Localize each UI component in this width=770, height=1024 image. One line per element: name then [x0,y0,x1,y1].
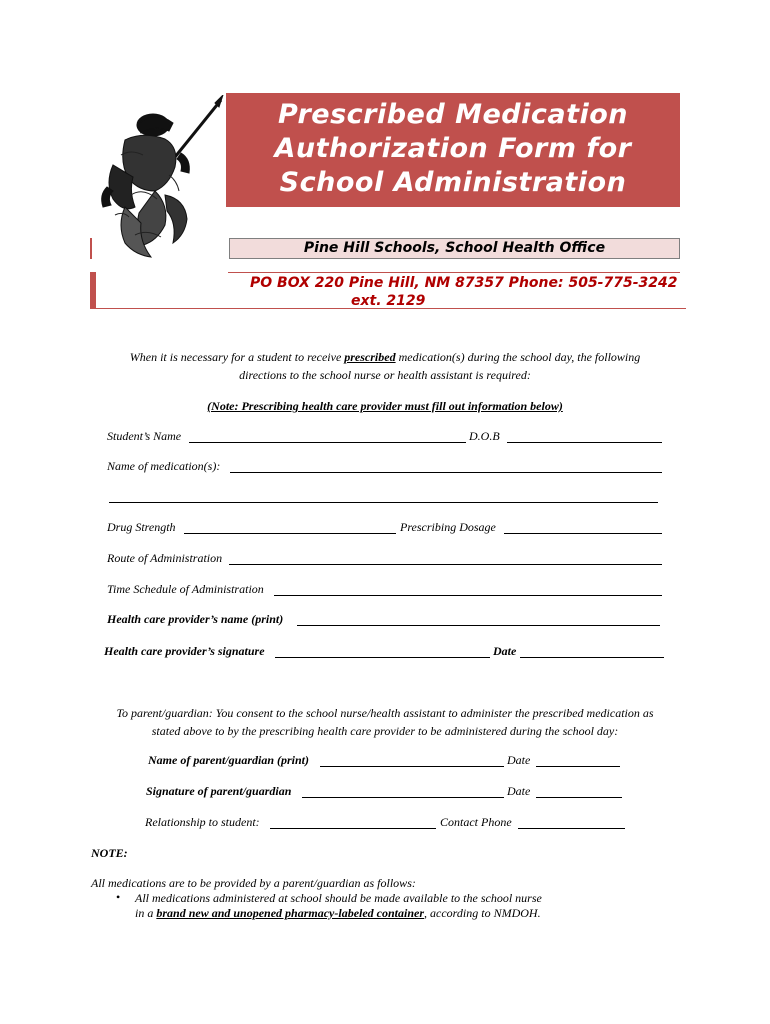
route-field[interactable] [229,564,662,565]
time-schedule-field[interactable] [274,595,662,596]
provider-signature-field[interactable] [275,657,490,658]
note-heading: NOTE: [91,846,128,860]
title-line-2: Authorization Form for [274,133,632,164]
address-line-1: PO BOX 220 Pine Hill, NM 87357 Phone: 505-775-3242 [250,275,678,291]
intro-text [0,348,770,384]
relationship-label: Relationship to student: [145,815,260,829]
provider-name-field[interactable] [297,625,660,626]
bullet-symbol: • [116,890,121,904]
intro-line-2: directions to the school nurse or health assistant is required: [239,368,531,382]
address-accent-bar [90,272,96,308]
address-block [250,274,680,310]
contact-phone-label: Contact Phone [440,815,512,829]
address-top-rule [228,272,680,273]
time-schedule-label: Time Schedule of Administration [107,582,264,596]
drug-strength-field[interactable] [184,533,396,534]
guardian-signature-date-field[interactable] [536,797,622,798]
student-name-label: Student’s Name [107,429,182,443]
provider-note: (Note: Prescribing health care provider must fill out information below) [207,399,563,413]
guardian-name-date-label: Date [507,753,531,767]
student-name-field[interactable] [189,442,466,443]
school-logo [95,95,225,265]
medication-names-field-2[interactable] [109,502,658,503]
consent-line-1: To parent/guardian: You consent to the school nurse/health assistant to administer the prescribed medication as [116,706,654,720]
consent-line-2: stated above to by the prescribing health care provider to be administered during the school day: [151,724,619,738]
consent-text [0,704,770,740]
title-line-1: Prescribed Medication [277,99,629,130]
provider-name-label: Health care provider’s name (print) [107,612,284,626]
note-bullet-emphasis: brand new and unopened pharmacy-labeled container [156,906,425,920]
note-bullet-suffix: , according to NMDOH. [424,906,541,920]
guardian-name-field[interactable] [320,766,504,767]
prescribing-dosage-label: Prescribing Dosage [400,520,496,534]
guardian-signature-field[interactable] [302,797,504,798]
medication-names-field[interactable] [230,472,662,473]
provider-signature-label: Health care provider’s signature [104,644,265,658]
intro-part-2: medication(s) during the school day, the following [395,350,641,364]
note-bullet-prefix: in a [135,906,157,920]
title-line-3: School Administration [279,167,627,198]
office-name: Pine Hill Schools, School Health Office [303,240,606,256]
intro-emphasis: prescribed [344,350,396,364]
address-line-2: ext. 2129 [351,293,426,309]
note-bullet-line-2 [135,906,541,921]
prescribing-dosage-field[interactable] [504,533,662,534]
guardian-signature-label: Signature of parent/guardian [146,784,292,798]
route-label: Route of Administration [107,551,223,565]
left-accent-bar [90,238,92,259]
dob-field[interactable] [507,442,662,443]
dob-label: D.O.B [469,429,500,443]
relationship-field[interactable] [270,828,436,829]
note-intro: All medications are to be provided by a parent/guardian as follows: [91,876,416,890]
contact-phone-field[interactable] [518,828,625,829]
note-bullet-line-1: All medications administered at school should be made available to the school nurse [135,891,542,905]
guardian-name-date-field[interactable] [536,766,620,767]
provider-date-field[interactable] [520,657,664,658]
guardian-name-label: Name of parent/guardian (print) [148,753,310,767]
medication-names-label: Name of medication(s): [107,459,221,473]
provider-date-label: Date [493,644,517,658]
guardian-signature-date-label: Date [507,784,531,798]
intro-part-1: When it is necessary for a student to receive [129,350,345,364]
drug-strength-label: Drug Strength [107,520,176,534]
page-title [226,98,680,200]
